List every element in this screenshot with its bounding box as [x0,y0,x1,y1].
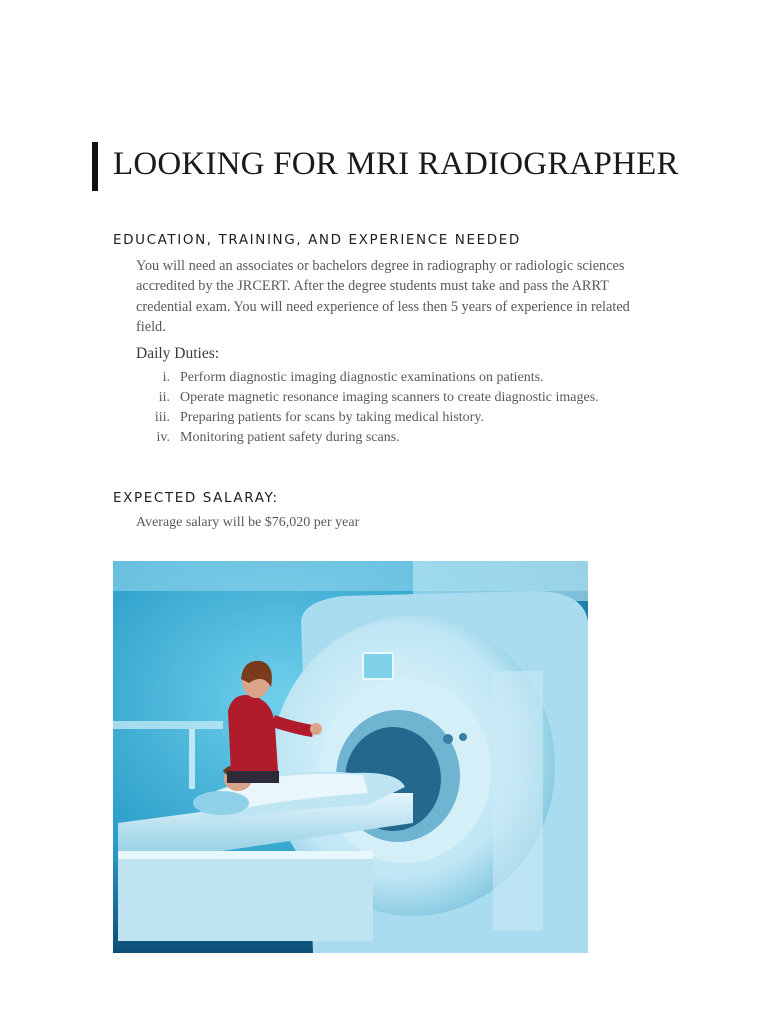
list-item [136,428,599,448]
salary-heading: EXPECTED SALARAY: [113,490,279,506]
education-paragraph [136,256,656,338]
list-number: iv. [156,430,170,445]
list-text: Operate magnetic resonance imaging scanners to create diagnostic images. [180,390,599,405]
list-text: Preparing patients for scans by taking medical history. [180,410,484,425]
education-line: credential exam. You will need experience of less then 5 years of experience in related [136,298,630,315]
duties-list [136,368,599,448]
list-number: ii. [158,390,170,405]
education-heading: EDUCATION, TRAINING, AND EXPERIENCE NEEDED [113,232,521,248]
list-number: i. [162,370,170,385]
list-item [136,368,599,388]
title-accent-bar [92,142,98,191]
education-line: accredited by the JRCERT. After the degree students must take and pass the ARRT [136,278,609,295]
list-item [136,408,599,428]
salary-text: Average salary will be $76,020 per year [136,515,360,530]
mri-scene-illustration [113,561,588,953]
education-line: field. [136,319,166,336]
daily-duties-heading: Daily Duties: [136,345,220,362]
mri-scanner-photo [113,561,588,953]
list-text: Monitoring patient safety during scans. [180,430,400,445]
list-text: Perform diagnostic imaging diagnostic examinations on patients. [180,370,544,385]
list-number: iii. [154,410,170,425]
page-title: LOOKING FOR MRI RADIOGRAPHER [113,146,679,182]
list-item [136,388,599,408]
education-line: You will need an associates or bachelors degree in radiography or radiologic sciences [136,258,625,274]
